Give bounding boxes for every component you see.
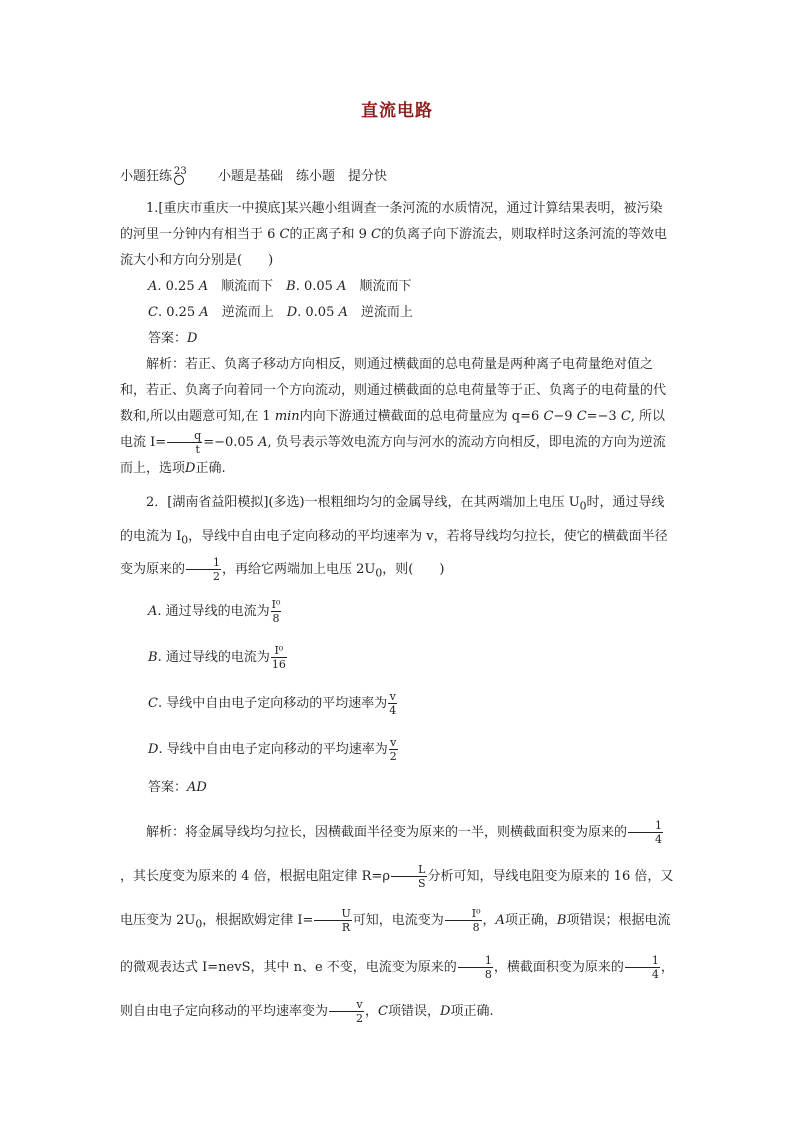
document-title: 直流电路 [361, 101, 433, 121]
q1-answer: 答案：D [148, 331, 198, 346]
q2-option-a: A. 通过导线的电流为 $\frac{\text{I⁰}}{8}$ [148, 597, 281, 625]
section-left-label: 小题狂练 [120, 169, 173, 184]
section-right-label: 小题是基础 练小题 提分快 [218, 169, 388, 184]
q2-answer: 答案：AD [148, 779, 207, 795]
q2-option-d: D. 导线中自由电子定向移动的平均速率为 $\frac{v}{2}$ [148, 735, 397, 763]
q2-stem: 2．[湖南省益阳模拟](多选)一根粗细均匀的金属导线，在其两端加上电压 $U_0$时，通过导线的电流为 $I_0$，导线中自由电子定向移动的平均速率为 v，若将导线均匀拉长，使它的横截面半径变为原来的 $\frac{1}{2}$ ，再给它两端加上电压 $2U_0$，则( ) [120, 495, 668, 584]
q1-options-row-2: C. 0.25 A 逆流而上 D. 0.05 A 逆流而上 [148, 305, 413, 320]
q1-options-row-1: A. 0.25 A 顺流而下 B. 0.05 A 顺流而下 [148, 279, 412, 294]
fraction-q-over-t: $\frac{q}{t}$ [167, 430, 202, 455]
q1-stem: 1.[重庆市重庆一中摸底]某兴趣小组调查一条河流的水质情况，通过计算结果表明，被污染的河里一分钟内有相当于 6 C的正离子和 9 C的负离子向下游流去，则取样时这条河流的等效电流大小和方向分别是( ) [120, 201, 668, 268]
q2-option-b: B. 通过导线的电流为 $\frac{\text{I⁰}}{16}$ [148, 643, 286, 671]
section-badge-number: 23 [174, 166, 187, 177]
section-badge-icon [174, 166, 187, 183]
q2-analysis: 解析：将金属导线均匀拉长，因横截面半径变为原来的一半，则横截面积变为原来的 $\frac{1}{4}$ ，其长度变为原来的 4 倍，根据电阻定律 R=ρ $\frac{L}{S}$ 分析可知，导线电阻变为原来的 16 倍，又电压变为 $2U_0$，根据欧姆定律 I= $\frac{U}{R}$ 可知，电流变为 $\frac{\text{I⁰}}{8}$ ，A项正确，B项错误；根据电流的微观表达式 I=nevS，其中 n、e 不变，电流变为原来的 $\frac{1}{8}$ ，横截面积变为原来的 $\frac{1}{4}$ ，则自由电子定向移动的平均速率变为 $\frac{v}{2}$ ，C项错误，D项正确. [120, 818, 674, 1026]
fraction-one-half: $\frac{1}{2}$ [186, 557, 221, 582]
document-body [120, 164, 675, 1034]
q1-analysis: 解析：若正、负离子移动方向相反，则通过横截面的总电荷量是两种离子电荷量绝对值之和，若正、负离子向着同一个方向流动，则通过横截面的总电荷量等于正、负离子的电荷量的代数和,所以由题意可知,在 1 min内向下游通过横截面的总电荷量应为 q=6 C−9 C=−3 C, 所以电流 I= $\frac{q}{t}$ =−0.05 A, 负号表示等效电流方向与河水的流动方向相反，即电流的方向为逆流而上，选项D正确. [120, 357, 667, 476]
section-header [120, 164, 675, 190]
q2-option-c: C. 导线中自由电子定向移动的平均速率为 $\frac{v}{4}$ [148, 689, 397, 717]
